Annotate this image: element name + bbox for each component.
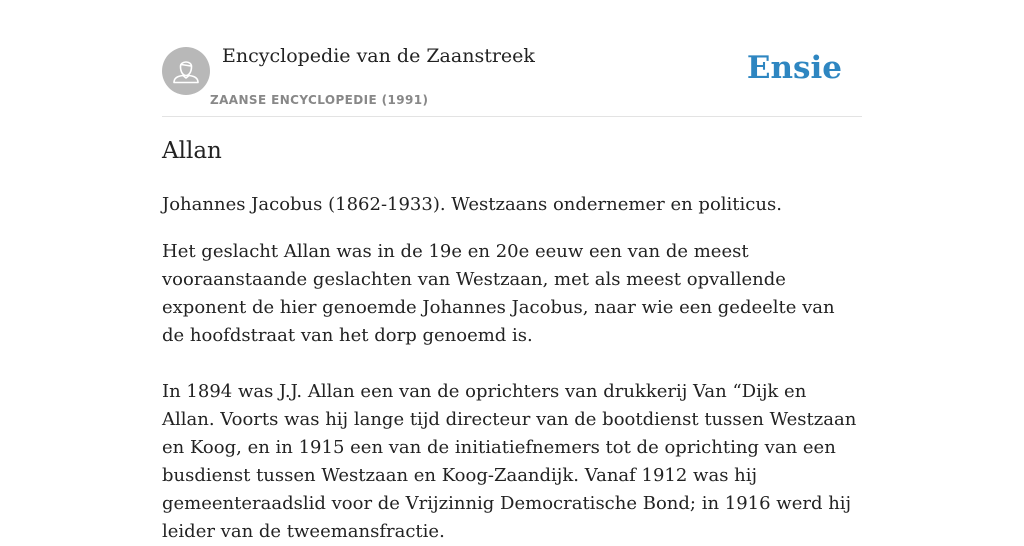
entry-title: Allan	[162, 138, 222, 164]
article-paragraph: Het geslacht Allan was in de 19e en 20e eeuw een van de meest vooraanstaande geslachten van Westzaan, met als meest opvallende exponent de hier genoemde Johannes Jacobus, naar wie een gedeelte van de hoofdstraat van het dorp genoemd is.	[162, 241, 835, 346]
article-body	[162, 191, 862, 546]
source-title[interactable]: Encyclopedie van de Zaanstreek	[222, 45, 535, 67]
article-paragraph: In 1894 was J.J. Allan een van de oprichters van drukkerij Van “Dijk en Allan. Voorts was hij lange tijd directeur van de bootdienst tussen Westzaan en Koog, en in 1915 een van de initiatiefnemers tot de oprichting van een busdienst tussen Westzaan en Koog-Zaandijk. Vanaf 1912 was hij gemeenteraadslid voor de Vrijzinnig Democratische Bond; in 1916 werd hij leider van de tweemansfractie.	[162, 381, 857, 542]
user-silhouette-icon[interactable]	[162, 47, 210, 95]
source-header	[162, 0, 862, 117]
ensie-logo[interactable]: Ensie	[746, 50, 842, 86]
source-subtitle: ZAANSE ENCYCLOPEDIE (1991)	[210, 93, 429, 107]
article-intro: Johannes Jacobus (1862-1933). Westzaans ondernemer en politicus.	[162, 194, 782, 215]
